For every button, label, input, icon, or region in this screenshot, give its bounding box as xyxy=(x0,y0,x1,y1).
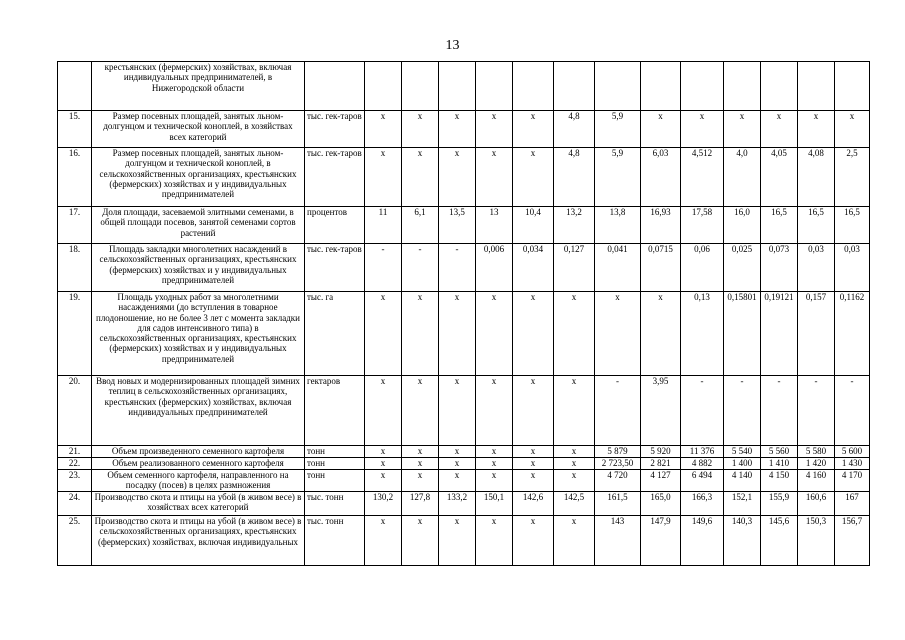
value-cell: х xyxy=(513,292,554,376)
value-cell: 4 882 xyxy=(681,458,724,470)
value-cell xyxy=(724,62,761,111)
value-cell: х xyxy=(798,111,835,148)
row-number-cell: 15. xyxy=(58,111,92,148)
value-cell: 13,2 xyxy=(554,207,595,244)
value-cell: 0,06 xyxy=(681,244,724,292)
indicator-cell: Объем реализованного семенного картофеля xyxy=(92,458,305,470)
value-cell: х xyxy=(365,292,402,376)
value-cell: 5 600 xyxy=(835,446,870,458)
value-cell: х xyxy=(554,470,595,492)
value-cell xyxy=(681,62,724,111)
value-cell: х xyxy=(513,458,554,470)
value-cell: х xyxy=(439,292,476,376)
value-cell: 1 400 xyxy=(724,458,761,470)
value-cell: 11 376 xyxy=(681,446,724,458)
row-number-cell: 18. xyxy=(58,244,92,292)
value-cell: 11 xyxy=(365,207,402,244)
unit-cell: тыс. тонн xyxy=(305,492,365,516)
value-cell: 1 430 xyxy=(835,458,870,470)
row-number-cell: 20. xyxy=(58,376,92,446)
unit-cell: тонн xyxy=(305,446,365,458)
value-cell: х xyxy=(641,292,681,376)
value-cell: х xyxy=(476,446,513,458)
value-cell: х xyxy=(402,458,439,470)
table-row xyxy=(58,207,870,244)
value-cell: 2 821 xyxy=(641,458,681,470)
value-cell: 16,93 xyxy=(641,207,681,244)
value-cell: х xyxy=(681,111,724,148)
value-cell: - xyxy=(761,376,798,446)
value-cell: х xyxy=(439,111,476,148)
value-cell: 0,034 xyxy=(513,244,554,292)
value-cell: - xyxy=(439,244,476,292)
value-cell: 152,1 xyxy=(724,492,761,516)
value-cell: - xyxy=(595,376,641,446)
value-cell: х xyxy=(835,111,870,148)
table-row xyxy=(58,516,870,566)
value-cell: х xyxy=(476,458,513,470)
value-cell: 4 140 xyxy=(724,470,761,492)
value-cell: х xyxy=(761,111,798,148)
value-cell xyxy=(513,62,554,111)
value-cell: 133,2 xyxy=(439,492,476,516)
value-cell: х xyxy=(365,458,402,470)
value-cell: 161,5 xyxy=(595,492,641,516)
value-cell: 16,5 xyxy=(761,207,798,244)
value-cell: х xyxy=(365,470,402,492)
value-cell: 1 410 xyxy=(761,458,798,470)
indicator-cell: Площадь закладки многолетних насаждений в сельскохозяйственных организациях, крестьянских (фермерских) хозяйствах и у индивидуальных предпринимателей xyxy=(92,244,305,292)
value-cell: 0,0715 xyxy=(641,244,681,292)
value-cell: х xyxy=(513,376,554,446)
unit-cell: тыс. тонн xyxy=(305,516,365,566)
value-cell: 142,6 xyxy=(513,492,554,516)
value-cell: х xyxy=(554,376,595,446)
value-cell: 4 720 xyxy=(595,470,641,492)
value-cell: 5 580 xyxy=(798,446,835,458)
table-row xyxy=(58,492,870,516)
value-cell: 13,8 xyxy=(595,207,641,244)
indicator-cell: Размер посевных площадей, занятых льном-долгунцом и технической коноплей, в хозяйствах всех категорий xyxy=(92,111,305,148)
value-cell: 130,2 xyxy=(365,492,402,516)
indicator-cell: крестьянских (фермерских) хозяйствах, включая индивидуальных предпринимателей, в Нижегородской области xyxy=(92,62,305,111)
value-cell xyxy=(554,62,595,111)
row-number-cell: 22. xyxy=(58,458,92,470)
value-cell: х xyxy=(402,376,439,446)
value-cell: 160,6 xyxy=(798,492,835,516)
value-cell: 140,3 xyxy=(724,516,761,566)
value-cell: 6 494 xyxy=(681,470,724,492)
table-row xyxy=(58,470,870,492)
indicator-cell: Производство скота и птицы на убой (в живом весе) в сельскохозяйственных организациях, крестьянских (фермерских) хозяйствах, включая индивидуальных xyxy=(92,516,305,566)
value-cell: х xyxy=(476,516,513,566)
value-cell: 5,9 xyxy=(595,111,641,148)
value-cell: 5 920 xyxy=(641,446,681,458)
value-cell xyxy=(402,62,439,111)
value-cell: х xyxy=(365,376,402,446)
table-row xyxy=(58,376,870,446)
value-cell: х xyxy=(365,446,402,458)
value-cell: х xyxy=(554,458,595,470)
value-cell: 4 150 xyxy=(761,470,798,492)
unit-cell: тыс. гек-таров xyxy=(305,148,365,207)
value-cell xyxy=(595,62,641,111)
value-cell: 3,95 xyxy=(641,376,681,446)
value-cell: 6,1 xyxy=(402,207,439,244)
value-cell xyxy=(439,62,476,111)
page-number: 13 xyxy=(445,38,460,53)
value-cell: х xyxy=(439,470,476,492)
value-cell: - xyxy=(681,376,724,446)
table-row xyxy=(58,62,870,111)
value-cell: 155,9 xyxy=(761,492,798,516)
table-row xyxy=(58,148,870,207)
value-cell: - xyxy=(724,376,761,446)
value-cell: 0,073 xyxy=(761,244,798,292)
value-cell: 5 540 xyxy=(724,446,761,458)
value-cell: 143 xyxy=(595,516,641,566)
value-cell: х xyxy=(402,148,439,207)
row-number-cell: 17. xyxy=(58,207,92,244)
row-number-cell: 16. xyxy=(58,148,92,207)
row-number-cell: 25. xyxy=(58,516,92,566)
value-cell: х xyxy=(554,292,595,376)
value-cell: 10,4 xyxy=(513,207,554,244)
value-cell: 165,0 xyxy=(641,492,681,516)
value-cell: 13,5 xyxy=(439,207,476,244)
row-number-cell: 24. xyxy=(58,492,92,516)
value-cell: 149,6 xyxy=(681,516,724,566)
value-cell: 145,6 xyxy=(761,516,798,566)
value-cell: 17,58 xyxy=(681,207,724,244)
value-cell xyxy=(641,62,681,111)
value-cell: х xyxy=(439,376,476,446)
value-cell: - xyxy=(798,376,835,446)
value-cell: 5 879 xyxy=(595,446,641,458)
value-cell: 16,0 xyxy=(724,207,761,244)
value-cell: х xyxy=(513,111,554,148)
table-row xyxy=(58,458,870,470)
value-cell: 4,05 xyxy=(761,148,798,207)
value-cell: 0,03 xyxy=(798,244,835,292)
row-number-cell: 21. xyxy=(58,446,92,458)
unit-cell: тонн xyxy=(305,458,365,470)
table-row xyxy=(58,446,870,458)
value-cell: х xyxy=(641,111,681,148)
value-cell: 127,8 xyxy=(402,492,439,516)
table-row xyxy=(58,111,870,148)
value-cell: 4,8 xyxy=(554,148,595,207)
value-cell: 2 723,50 xyxy=(595,458,641,470)
value-cell: 16,5 xyxy=(798,207,835,244)
table-row xyxy=(58,244,870,292)
value-cell xyxy=(798,62,835,111)
value-cell: х xyxy=(513,446,554,458)
value-cell: х xyxy=(476,376,513,446)
value-cell: 156,7 xyxy=(835,516,870,566)
value-cell: х xyxy=(476,470,513,492)
indicators-table xyxy=(57,61,870,566)
value-cell: х xyxy=(439,458,476,470)
value-cell: 4 127 xyxy=(641,470,681,492)
value-cell xyxy=(761,62,798,111)
value-cell: 5,9 xyxy=(595,148,641,207)
value-cell: х xyxy=(554,446,595,458)
value-cell: 4,0 xyxy=(724,148,761,207)
value-cell: х xyxy=(476,148,513,207)
row-number-cell: 19. xyxy=(58,292,92,376)
row-number-cell: 23. xyxy=(58,470,92,492)
value-cell: 1 420 xyxy=(798,458,835,470)
value-cell: х xyxy=(439,446,476,458)
value-cell: 0,03 xyxy=(835,244,870,292)
indicator-cell: Доля площади, засеваемой элитными семенами, в общей площади посевов, занятой семенами сортов растений xyxy=(92,207,305,244)
value-cell: х xyxy=(402,292,439,376)
value-cell: 5 560 xyxy=(761,446,798,458)
value-cell: 4 160 xyxy=(798,470,835,492)
indicator-cell: Объем семенного картофеля, направленного на посадку (посев) в целях размножения xyxy=(92,470,305,492)
unit-cell: тонн xyxy=(305,470,365,492)
value-cell: 0,127 xyxy=(554,244,595,292)
unit-cell: тыс. гек-таров xyxy=(305,244,365,292)
value-cell: 142,5 xyxy=(554,492,595,516)
value-cell: 0,13 xyxy=(681,292,724,376)
value-cell: х xyxy=(595,292,641,376)
value-cell: 0,1162 xyxy=(835,292,870,376)
value-cell: х xyxy=(402,516,439,566)
indicator-cell: Площадь уходных работ за многолетними насаждениями (до вступления в товарное плодоношение, но не более 3 лет с момента закладки для садов интенсивного типа) в сельскохозяйственных организациях, крестьянских (фермерских) хозяйствах и у индивидуальных предпринимателей xyxy=(92,292,305,376)
table-row xyxy=(58,292,870,376)
value-cell: 2,5 xyxy=(835,148,870,207)
value-cell: х xyxy=(513,470,554,492)
value-cell xyxy=(835,62,870,111)
indicator-cell: Ввод новых и модернизированных площадей зимних теплиц в сельскохозяйственных организациях, крестьянских (фермерских) хозяйствах, включая индивидуальных предпринимателей xyxy=(92,376,305,446)
indicator-cell: Объем произведенного семенного картофеля xyxy=(92,446,305,458)
value-cell: 4 170 xyxy=(835,470,870,492)
value-cell: х xyxy=(513,516,554,566)
value-cell: х xyxy=(402,111,439,148)
unit-cell: процентов xyxy=(305,207,365,244)
value-cell: 150,3 xyxy=(798,516,835,566)
value-cell: 6,03 xyxy=(641,148,681,207)
value-cell: 166,3 xyxy=(681,492,724,516)
value-cell: х xyxy=(365,111,402,148)
value-cell: 13 xyxy=(476,207,513,244)
value-cell: - xyxy=(402,244,439,292)
value-cell: х xyxy=(402,446,439,458)
value-cell xyxy=(476,62,513,111)
value-cell: 167 xyxy=(835,492,870,516)
value-cell: 4,512 xyxy=(681,148,724,207)
value-cell: х xyxy=(476,111,513,148)
value-cell xyxy=(365,62,402,111)
value-cell: х xyxy=(439,148,476,207)
value-cell: 150,1 xyxy=(476,492,513,516)
value-cell: 4,8 xyxy=(554,111,595,148)
value-cell: 147,9 xyxy=(641,516,681,566)
value-cell: 16,5 xyxy=(835,207,870,244)
unit-cell: тыс. гек-таров xyxy=(305,111,365,148)
unit-cell: гектаров xyxy=(305,376,365,446)
value-cell: 0,006 xyxy=(476,244,513,292)
value-cell: 0,025 xyxy=(724,244,761,292)
value-cell: х xyxy=(439,516,476,566)
value-cell: х xyxy=(513,148,554,207)
value-cell: х xyxy=(724,111,761,148)
value-cell: - xyxy=(365,244,402,292)
value-cell: х xyxy=(365,148,402,207)
unit-cell: тыс. га xyxy=(305,292,365,376)
value-cell: 4,08 xyxy=(798,148,835,207)
value-cell: х xyxy=(554,516,595,566)
value-cell: х xyxy=(365,516,402,566)
value-cell: 0,041 xyxy=(595,244,641,292)
indicator-cell: Размер посевных площадей, занятых льном-долгунцом и технической коноплей, в сельскохозяйственных организациях, крестьянских (фермерских) хозяйствах и у индивидуальных предпринимателей xyxy=(92,148,305,207)
value-cell: 0,19121 xyxy=(761,292,798,376)
value-cell: - xyxy=(835,376,870,446)
value-cell: х xyxy=(476,292,513,376)
indicator-cell: Производство скота и птицы на убой (в живом весе) в хозяйствах всех категорий xyxy=(92,492,305,516)
value-cell: х xyxy=(402,470,439,492)
row-number-cell xyxy=(58,62,92,111)
unit-cell xyxy=(305,62,365,111)
value-cell: 0,157 xyxy=(798,292,835,376)
value-cell: 0,15801 xyxy=(724,292,761,376)
